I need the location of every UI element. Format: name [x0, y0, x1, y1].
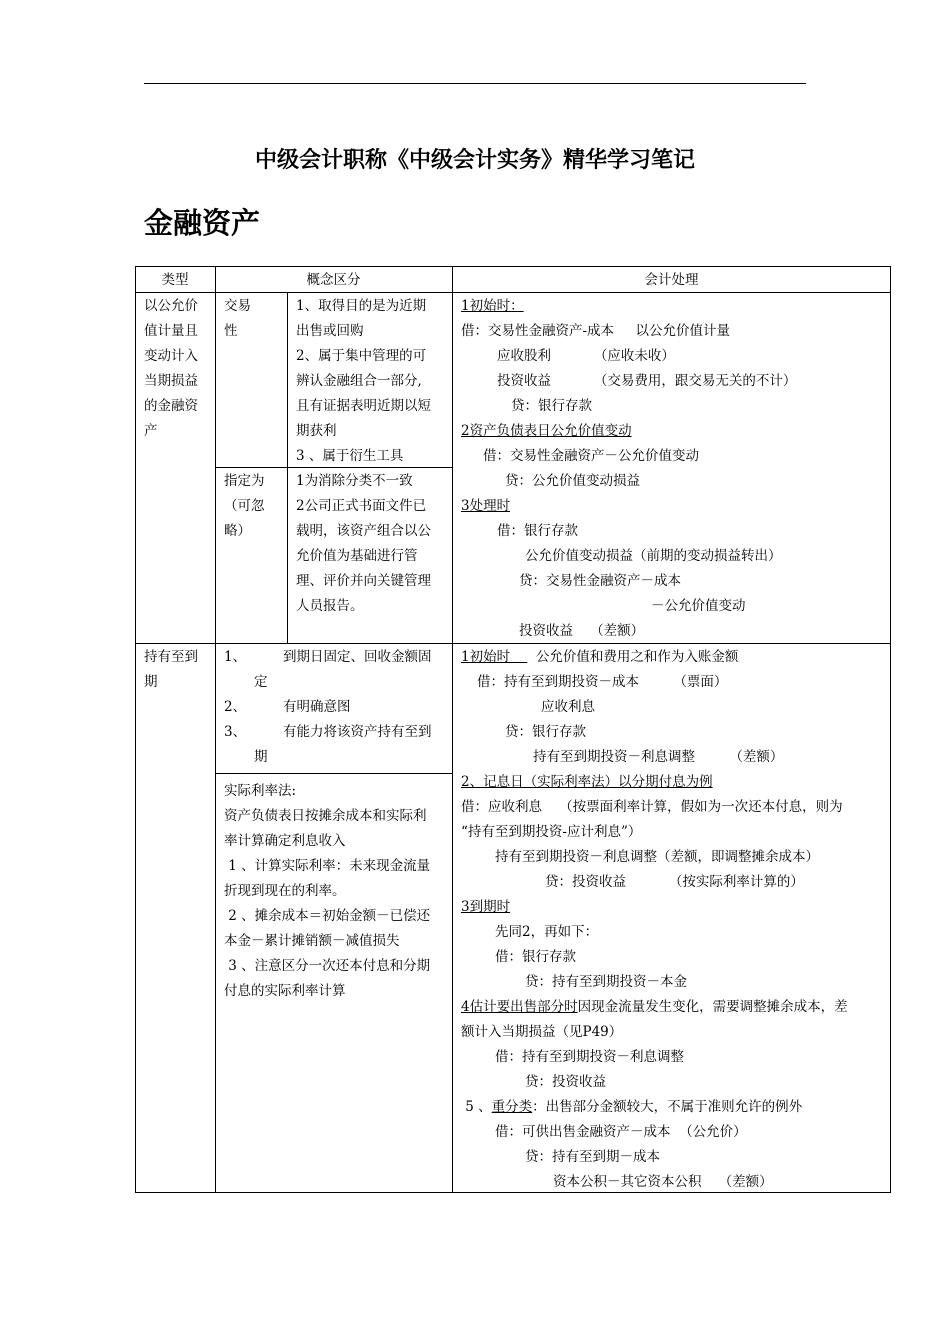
row-divider	[135, 643, 891, 644]
type-text-line: 产	[144, 423, 158, 439]
concept-text-line: 且有证据表明近期以短	[296, 398, 431, 414]
accounting-line: 1初始时：	[461, 298, 524, 314]
accounting-line: 贷：持有至到期－成本	[525, 1149, 660, 1165]
section-heading: 金融资产	[144, 206, 261, 240]
condition-number: 2、	[224, 699, 247, 715]
accounting-line: 4估计要出售部分时因现金流量发生变化，需要调整摊余成本，差	[461, 999, 848, 1015]
accounting-line: “持有至到期投资-应计利息”）	[461, 824, 642, 840]
accounting-line: 借：银行存款	[495, 949, 576, 965]
type-text-line: 的金融资	[144, 398, 198, 414]
method-text-line: 实际利率法:	[224, 783, 297, 799]
type-text-line: 变动计入	[144, 348, 198, 364]
accounting-line: 1初始时 公允价值和费用之和作为入账金额	[461, 649, 739, 665]
accounting-line: 3到期时	[461, 899, 511, 915]
col-divider-2	[452, 266, 453, 1193]
method-text-line: 折现到现在的利率。	[224, 883, 346, 899]
concept-text-line: 允价值为基础进行管	[296, 548, 418, 564]
accounting-line: 借：银行存款	[497, 523, 578, 539]
concept-text-line: 1、取得目的是为近期	[296, 298, 427, 314]
condition-text: 有明确意图	[283, 699, 351, 715]
accounting-line: 5 、重分类：出售部分金额较大，不属于准则允许的例外	[461, 1099, 803, 1115]
accounting-line: 贷：投资收益 （按实际利率计算的）	[545, 874, 804, 890]
method-text-line: 率计算确定利息收入	[224, 833, 346, 849]
accounting-line: 贷：交易性金融资产－成本	[519, 573, 681, 589]
accounting-line: 贷：持有至到期投资－本金	[525, 974, 687, 990]
condition-text: 定	[254, 674, 268, 690]
type-text-line: 当期损益	[144, 373, 198, 389]
concept-text-line: 2、属于集中管理的可	[296, 348, 427, 364]
accounting-line: 借：可供出售金融资产－成本 （公允价）	[495, 1124, 747, 1140]
accounting-line: 3处理时	[461, 498, 511, 514]
method-text-line: 2 、摊余成本＝初始金额－已偿还	[224, 908, 431, 924]
concept-text-line: 1为消除分类不一致	[296, 473, 413, 489]
accounting-line: 2、记息日（实际利率法）以分期付息为例	[461, 774, 713, 790]
header-type: 类型	[161, 272, 189, 288]
subtype-label-line: 略）	[224, 523, 251, 539]
concept-text-line: 理、评价并向关键管理	[296, 573, 431, 589]
type-text-line: 值计量且	[144, 323, 198, 339]
accounting-line: 2资产负债表日公允价值变动	[461, 423, 632, 439]
accounting-line: 借：应收利息 （按票面利率计算，假如为一次还本付息，则为	[461, 799, 843, 815]
method-text-line: 3 、注意区分一次还本付息和分期	[224, 958, 431, 974]
method-text-line: 1 、计算实际利率：未来现金流量	[224, 858, 431, 874]
accounting-line: －公允价值变动	[651, 598, 746, 614]
condition-text: 到期日固定、回收金额固	[283, 649, 432, 665]
col-divider-1	[215, 266, 216, 1193]
concept-text-line: 期获利	[296, 423, 337, 439]
concept-text-line: 3 、属于衍生工具	[296, 448, 404, 464]
accounting-line: 贷：公允价值变动损益	[505, 473, 640, 489]
subtype-label-line: 指定为	[224, 473, 265, 489]
condition-text: 期	[254, 749, 268, 765]
concept-text-line: 出售或回购	[296, 323, 364, 339]
accounting-line: 投资收益 （差额）	[519, 623, 645, 639]
accounting-line: 先同2，再如下：	[495, 924, 599, 940]
accounting-line: 持有至到期投资－利息调整 （差额）	[533, 749, 784, 765]
subcol-divider	[287, 292, 288, 643]
header-concept: 概念区分	[306, 272, 361, 288]
accounting-line: 贷：投资收益	[525, 1074, 606, 1090]
accounting-line: 借：交易性金融资产-成本 以公允价值计量	[461, 323, 731, 339]
header-divider	[135, 292, 891, 293]
condition-number: 3、	[224, 724, 247, 740]
accounting-line: 公允价值变动损益（前期的变动损益转出）	[525, 548, 782, 564]
method-text-line: 本金－累计摊销额－减值损失	[224, 933, 400, 949]
accounting-line: 额计入当期损益（见P49）	[461, 1024, 623, 1040]
accounting-line: 借：持有至到期投资－成本 （票面）	[477, 674, 728, 690]
subrow-divider-2	[215, 773, 452, 774]
subtype-label-line: 交易	[224, 298, 251, 314]
header-accounting: 会计处理	[644, 272, 699, 288]
accounting-line: 应收股利 （应收未收）	[497, 348, 675, 364]
concept-text-line: 2公司正式书面文件已	[296, 498, 427, 514]
concept-text-line: 辨认金融组合一部分,	[296, 373, 422, 389]
condition-text: 有能力将该资产持有至到	[283, 724, 432, 740]
accounting-line: 借：持有至到期投资－利息调整	[495, 1049, 684, 1065]
concept-text-line: 载明，该资产组合以公	[296, 523, 431, 539]
accounting-line: 借：交易性金融资产－公允价值变动	[483, 448, 699, 464]
type-text-line: 以公允价	[144, 298, 198, 314]
type-text-line: 持有至到	[144, 649, 198, 665]
accounting-line: 持有至到期投资－利息调整（差额，即调整摊余成本）	[495, 849, 819, 865]
accounting-line: 贷：银行存款	[511, 398, 592, 414]
concept-text-line: 人员报告。	[296, 598, 364, 614]
accounting-line: 投资收益 （交易费用，跟交易无关的不计）	[497, 373, 797, 389]
accounting-line: 应收利息	[541, 699, 595, 715]
method-text-line: 付息的实际利率计算	[224, 983, 346, 999]
accounting-line: 贷：银行存款	[505, 724, 586, 740]
method-text-line: 资产负债表日按摊余成本和实际利	[224, 808, 427, 824]
subtype-label-line: 性	[224, 323, 238, 339]
accounting-line: 资本公积－其它资本公积 （差额）	[553, 1174, 773, 1190]
header-rule	[144, 83, 806, 84]
document-title: 中级会计职称《中级会计实务》精华学习笔记	[254, 147, 695, 173]
type-text-line: 期	[144, 674, 158, 690]
subtype-label-line: （可忽	[224, 498, 265, 514]
condition-number: 1、	[224, 649, 247, 665]
